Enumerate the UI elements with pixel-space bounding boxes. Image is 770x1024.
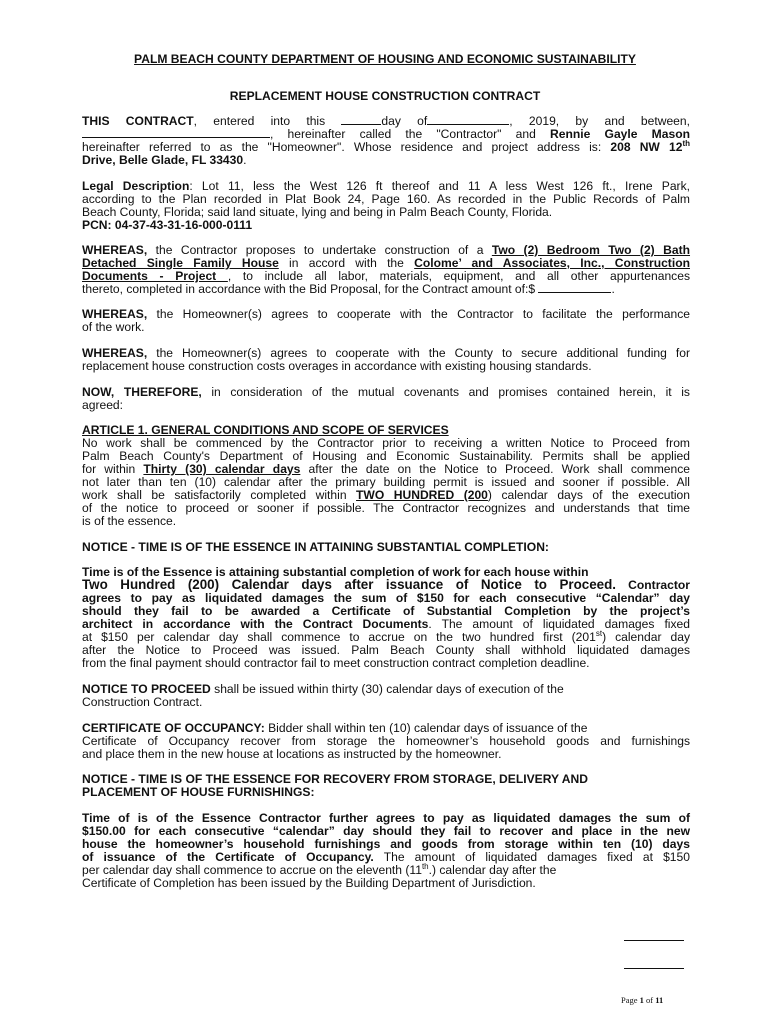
- article1-line-7: is of the essence.: [82, 514, 177, 528]
- article1-line-1: No work shall be commenced by the Contractor prior to receiving a written Notice to Proceed from: [82, 436, 690, 450]
- of-word: of: [643, 995, 656, 1005]
- article1-line-6: of the notice to proceed or sooner if possible. The Contractor recognizes and understands that time: [82, 501, 690, 515]
- intro-text: , entered into this: [193, 114, 326, 128]
- notice2-heading-2: PLACEMENT OF HOUSE FURNISHINGS:: [82, 785, 315, 799]
- notice2-line-3: house the homeowner’s household furnishings and goods from storage within ten (10) days: [82, 837, 690, 851]
- page-word: Page: [621, 995, 640, 1005]
- whereas1-b: Two (2) Bedroom Two (2) Bath: [491, 243, 691, 257]
- page-number: [621, 994, 663, 1008]
- notice1-heading: NOTICE - TIME IS OF THE ESSENCE IN ATTAINING SUBSTANTIAL COMPLETION:: [82, 540, 549, 554]
- n1-l6b: ) calendar day: [602, 630, 690, 644]
- whereas1-line-4: [82, 283, 615, 297]
- whereas1-i: .: [611, 282, 615, 296]
- legal-label: Legal Description: [82, 179, 190, 193]
- whereas1-h: thereto, completed in accordance with the Bid Proposal, for the Contract amount of:$: [82, 282, 539, 296]
- initial-line-2: [624, 968, 684, 969]
- article1-line-2: Palm Beach County's Department of Housing and Economic Sustainability. Permits shall be applied: [82, 449, 690, 463]
- n1-l6sup: st: [595, 629, 603, 638]
- whereas3-label: WHEREAS,: [82, 346, 148, 360]
- agency-heading: PALM BEACH COUNTY DEPARTMENT OF HOUSING AND ECONOMIC SUSTAINABILITY: [134, 52, 636, 66]
- n1-l6a: at $150 per calendar day shall commence to accrue on the two hundred first (201: [82, 630, 596, 644]
- project-docs: Documents - Project: [82, 269, 228, 283]
- intro-period: .: [243, 153, 247, 167]
- whereas1-g: , to include all labor, materials, equipment, and all other appurtenances: [227, 269, 690, 283]
- notice2-line-1: Time of is of the Essence Contractor further agrees to pay as liquidated damages the sum of: [82, 811, 690, 825]
- intro-homeowner-ref: hereinafter referred to as the "Homeowner". Whose residence and project address is:: [82, 140, 602, 154]
- intro-year: , 2019, by and between,: [509, 114, 690, 128]
- completion-deadline: TWO HUNDRED (200: [356, 488, 488, 502]
- initial-line-1: [624, 940, 684, 941]
- contract-title: REPLACEMENT HOUSE CONSTRUCTION CONTRACT: [229, 89, 541, 103]
- house-type: Detached Single Family House: [82, 256, 279, 270]
- n1-l5b: . The amount of liquidated damages fixed: [428, 617, 690, 631]
- n2-l5a: per calendar day shall commence to accrue on the eleventh (11: [82, 863, 422, 877]
- address-part-a: 208 NW 12: [610, 140, 683, 154]
- notice1-line-8: from the final payment should contractor fail to meet construction contract completion deadline.: [82, 656, 590, 670]
- notice2-heading-1: NOTICE - TIME IS OF THE ESSENCE FOR RECOVERY FROM STORAGE, DELIVERY AND: [82, 772, 588, 786]
- notice2-line-6: Certificate of Completion has been issued by the Building Department of Jurisdiction.: [82, 876, 536, 890]
- ntp-text: shall be issued within thirty (30) calendar days of execution of the: [210, 682, 564, 696]
- a1-l5c: ) calendar days of the execution: [487, 488, 690, 502]
- whereas2-label: WHEREAS,: [82, 307, 148, 321]
- notice1-line-7: after the Notice to Proceed was issued. Palm Beach County shall withhold liquidated damages: [82, 643, 690, 657]
- n2-l4b: The amount of liquidated damages fixed at $150: [373, 850, 690, 864]
- n2-l4a: of issuance of the Certificate of Occupancy.: [82, 850, 374, 864]
- cert-text: Bidder shall within ten (10) calendar days of issuance of the: [264, 721, 588, 735]
- notice1-line-1: Time is of the Essence is attaining substantial completion of work for each house within: [82, 565, 589, 579]
- a1-l3c: after the date on the Notice to Proceed. Work shall commence: [300, 462, 690, 476]
- intro-line-4: [82, 154, 247, 168]
- whereas1-label: WHEREAS,: [82, 243, 148, 257]
- n1-l2b: Contractor: [616, 578, 690, 592]
- now-line-1: [82, 386, 690, 400]
- contractor-blank: [82, 137, 270, 138]
- day-blank: [341, 124, 381, 125]
- whereas1-a: the Contractor proposes to undertake construction of a: [147, 243, 492, 257]
- intro-contractor-ref: , hereinafter called the "Contractor" and: [270, 127, 536, 141]
- a1-l3a: for within: [82, 462, 144, 476]
- amount-blank: [538, 292, 611, 293]
- article1-heading: ARTICLE 1. GENERAL CONDITIONS AND SCOPE OF SERVICES: [82, 423, 449, 437]
- now-line-2: agreed:: [82, 398, 124, 412]
- month-blank: [427, 124, 509, 125]
- whereas1-d: in accord with the: [278, 256, 415, 270]
- cert-label: CERTIFICATE OF OCCUPANCY:: [82, 721, 265, 735]
- homeowner-name: Rennie Gayle Mason: [550, 127, 690, 141]
- n1-l2a: Two Hundred (200) Calendar days after issuance of Notice to Proceed.: [82, 577, 617, 592]
- whereas2-text: the Homeowner(s) agrees to cooperate with the Contractor to facilitate the performance: [147, 307, 690, 321]
- pcn-number: PCN: 04-37-43-31-16-000-0111: [82, 218, 253, 232]
- whereas3-text: the Homeowner(s) agrees to cooperate with the County to secure additional funding for: [147, 346, 690, 360]
- legal-line-3: Beach County, Florida; said land situate, lying and being in Palm Beach County, Florida.: [82, 205, 553, 219]
- whereas2-line-1: [82, 308, 690, 322]
- address-part-b: Drive, Belle Glade, FL 33430: [82, 153, 244, 167]
- notice2-line-2: $150.00 for each consecutive “calendar” day should they fail to recover and place in the new: [82, 824, 690, 838]
- whereas3-line-2: replacement house construction costs overages in accordance with existing housing standards.: [82, 359, 592, 373]
- legal-text-1: : Lot 11, less the West 126 ft thereof and 11 A less West 126 ft., Irene Park,: [189, 179, 690, 193]
- cert-line-2: Certificate of Occupancy recover from storage the homeowner’s household goods and furnishings: [82, 734, 690, 748]
- page-total: 11: [655, 995, 664, 1005]
- a1-l5a: work shall be satisfactorily completed within: [82, 488, 357, 502]
- page-current: 1: [639, 995, 644, 1005]
- n2-l5b: .) calendar day after the: [428, 863, 557, 877]
- n1-l5a: architect in accordance with the Contract Documents: [82, 617, 429, 631]
- this-contract-label: THIS CONTRACT: [82, 114, 194, 128]
- ntp-line-2: Construction Contract.: [82, 695, 203, 709]
- whereas2-line-2: of the work.: [82, 320, 145, 334]
- address-sup: th: [682, 139, 690, 148]
- project-address: [610, 140, 690, 154]
- article1-line-4: not later than ten (10) calendar after the primary building permit is issued and sooner if possible. All: [82, 475, 690, 489]
- notice1-line-4: should they fail to be awarded a Certificate of Substantial Completion by the project’s: [82, 604, 690, 618]
- permit-deadline: Thirty (30) calendar days: [143, 462, 301, 476]
- notice1-line-3: agrees to pay as liquidated damages the sum of $150 for each consecutive “Calendar” day: [82, 591, 690, 605]
- ntp-label: NOTICE TO PROCEED: [82, 682, 211, 696]
- legal-line-2: according to the Plan recorded in Plat Book 24, Page 160. As recorded in the Public Records of Palm: [82, 192, 690, 206]
- n2-l5sup: th: [421, 862, 429, 871]
- architect-name: Colome’ and Associates, Inc., Construction: [414, 256, 690, 270]
- cert-line-3: and place them in the new house at locations as instructed by the homeowner.: [82, 747, 502, 761]
- now-text: in consideration of the mutual covenants and promises contained herein, it is: [201, 385, 690, 399]
- now-label: NOW, THEREFORE,: [82, 385, 202, 399]
- intro-day-of: day of: [381, 114, 428, 128]
